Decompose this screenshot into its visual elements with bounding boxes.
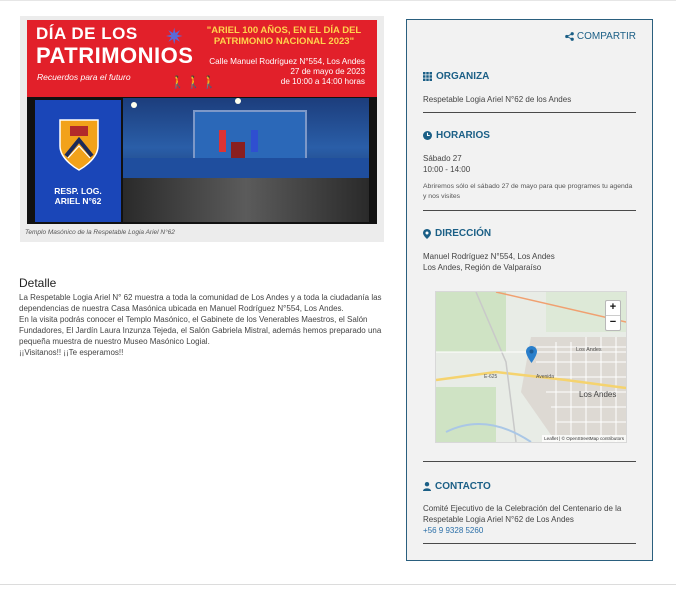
divider (423, 461, 636, 462)
temple-arch (193, 110, 307, 160)
top-divider (0, 0, 676, 1)
map-city-label: Los Andes (579, 390, 617, 399)
detail-paragraph: ¡¡Visitanos!! ¡¡Te esperamos!! (19, 348, 124, 357)
poster-tagline: Recuerdos para el futuro (37, 72, 131, 82)
map-tiles (436, 292, 626, 442)
event-poster-image[interactable] (27, 20, 377, 224)
lamp-icon (131, 102, 137, 108)
detail-heading: Detalle (19, 276, 57, 290)
poster-lodge-panel (35, 100, 121, 222)
organiza-heading (423, 71, 489, 82)
horarios-time: 10:00 - 14:00 (423, 165, 471, 174)
contacto-phone-link[interactable]: +56 9 9328 5260 (423, 526, 484, 535)
temple-floor (123, 178, 369, 222)
zoom-in-button[interactable]: + (609, 301, 617, 313)
grid-icon (423, 72, 432, 81)
location-map[interactable] (435, 291, 627, 443)
flag-blue (251, 130, 258, 152)
detail-paragraph: En la visita podrás conocer el Templo Masónico, el Gabinete de los Venerables Maestros, el Salón Fundadores, El Jardín Laura Inzunza Tejeda, el Salón Gabriela Mistral, además hemos preparado una pequeña muestra de nuestro Museo Masónico Logial. (19, 315, 382, 346)
poster-banner (27, 20, 377, 97)
poster-address-line3: de 10:00 a 14:00 horas (280, 77, 365, 86)
poster-title-line1: DÍA DE LOS (36, 24, 138, 43)
divider (423, 543, 636, 544)
map-zoom-control (605, 300, 621, 331)
horarios-day: Sábado 27 (423, 154, 462, 163)
poster-address-line2: 27 de mayo de 2023 (290, 67, 365, 76)
share-icon (565, 32, 574, 41)
contacto-label: CONTACTO (435, 481, 491, 492)
divider (423, 210, 636, 211)
direccion-label: DIRECCIÓN (435, 228, 492, 239)
poster-title-line2: PATRIMONIOS (36, 43, 194, 68)
temple-seats (123, 158, 369, 180)
poster-lodge-line2: ARIEL N°62 (54, 196, 102, 206)
direccion-heading (423, 228, 491, 239)
poster-lodge-text (41, 186, 115, 206)
clock-icon (423, 131, 432, 140)
star-icon: ✷ (165, 24, 184, 49)
people-icon: 🚶🚶🚶 (170, 75, 218, 89)
map-street-label: Avenida (536, 374, 554, 380)
map-attribution[interactable]: Leaflet | © OpenStreetMap contributors (544, 436, 624, 441)
horarios-note: Abriremos sólo el sábado 27 de mayo para que programes tu agenda y nos visites (423, 183, 633, 200)
horarios-heading (423, 130, 490, 141)
event-image-figure (20, 16, 384, 242)
direccion-line2: Los Andes, Región de Valparaíso (423, 263, 542, 272)
detail-body (19, 292, 385, 358)
contacto-value: Comité Ejecutivo de la Celebración del Centenario de la Respetable Logia Ariel N°62 de Los Andes (423, 504, 622, 524)
organiza-value: Respetable Logia Ariel N°62 de los Andes (423, 95, 572, 104)
divider (423, 112, 636, 113)
lamp-icon (235, 98, 241, 104)
poster-headline: "ARIEL 100 AÑOS, EN EL DÍA DEL PATRIMONIO NACIONAL 2023" (206, 25, 362, 47)
zoom-out-button[interactable]: − (606, 315, 620, 330)
user-icon (423, 482, 431, 491)
poster-address-line1: Calle Manuel Rodríguez N°554, Los Andes (209, 57, 365, 66)
flag-chile (219, 130, 226, 152)
map-road-label: E-625 (484, 374, 498, 380)
organiza-label: ORGANIZA (436, 71, 490, 82)
poster-lodge-line1: RESP. LOG. (54, 186, 102, 196)
detail-paragraph: La Respetable Logia Ariel N° 62 muestra a toda la comunidad de Los Andes y a toda la ciudadanía las dependencias de nuestra Casa Masónica ubicada en Manuel Rodríguez N°554, Los Andes. (19, 293, 382, 313)
lodge-shield-icon (56, 116, 102, 172)
bottom-divider (0, 584, 676, 585)
map-marker-icon[interactable] (526, 346, 537, 363)
map-place-label: Los Andes (576, 347, 602, 353)
share-button[interactable] (565, 31, 636, 42)
map-pin-icon (423, 229, 431, 239)
poster-address (195, 57, 365, 87)
contacto-heading (423, 481, 491, 492)
image-caption: Templo Masónico de la Respetable Logia Ariel N°62 (25, 229, 175, 236)
temple-photo (123, 98, 369, 222)
direccion-line1: Manuel Rodríguez N°554, Los Andes (423, 252, 555, 261)
horarios-label: HORARIOS (436, 130, 490, 141)
share-label: COMPARTIR (576, 31, 636, 42)
event-info-panel (406, 19, 653, 561)
